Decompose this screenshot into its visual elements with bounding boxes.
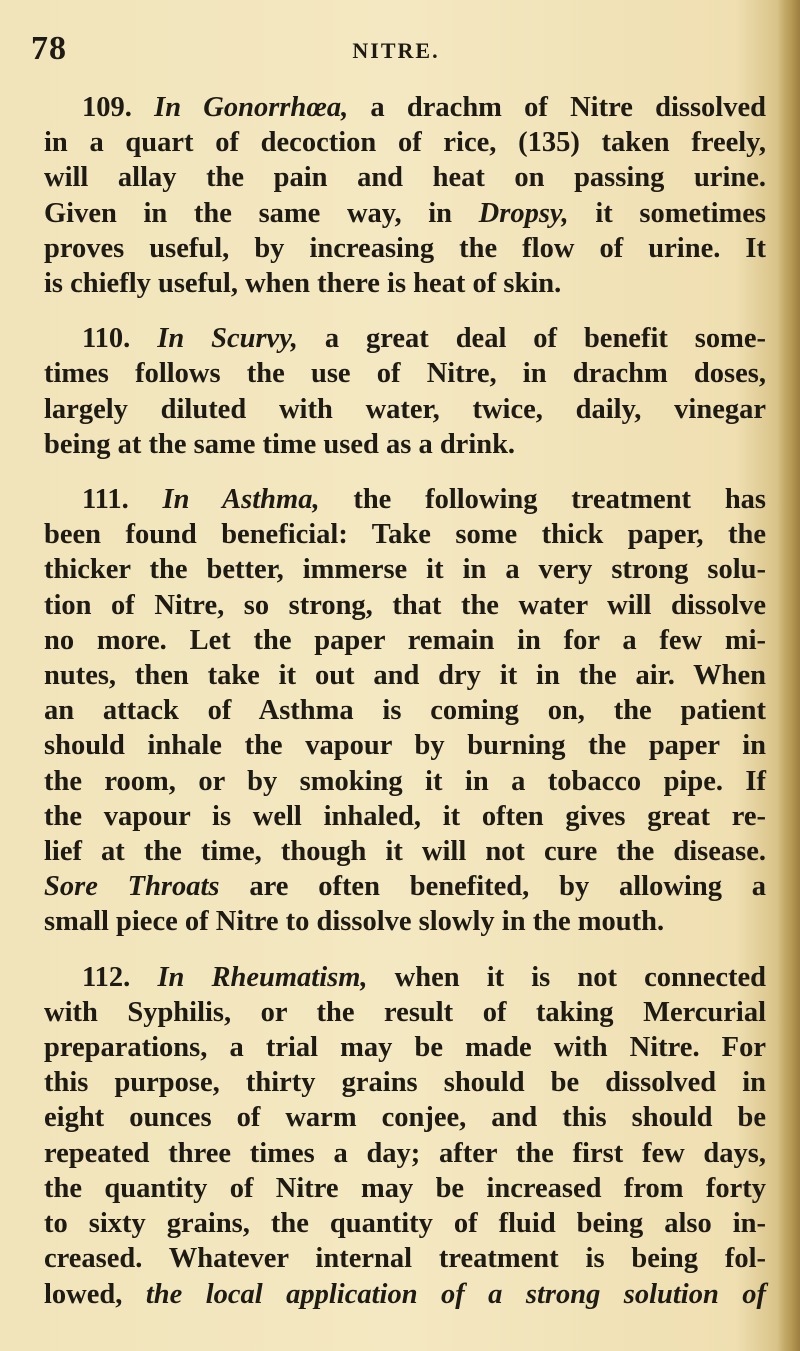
text-run: 110. bbox=[82, 323, 158, 355]
text-line bbox=[44, 1171, 766, 1206]
text-line bbox=[44, 588, 766, 623]
text-run: no more. Let the paper remain in for a few mi- bbox=[44, 624, 766, 656]
text-run: an attack of Asthma is coming on, the patient bbox=[44, 695, 766, 727]
text-run: small piece of Nitre to dissolve slowly in the mouth. bbox=[44, 906, 665, 938]
text-run: is chiefly useful, when there is heat of skin. bbox=[44, 268, 562, 300]
text-line bbox=[44, 834, 766, 869]
text-run: been found beneficial: Take some thick paper, the bbox=[44, 519, 766, 551]
text-run: in a quart of decoction of rice, (135) taken freely, bbox=[44, 127, 766, 159]
text-line bbox=[44, 1136, 766, 1171]
text-line bbox=[44, 1277, 766, 1312]
text-run: when it is not connected bbox=[367, 961, 766, 993]
text-run: lief at the time, though it will not cure the disease. bbox=[44, 836, 766, 868]
text-line bbox=[44, 1100, 766, 1135]
paragraph-111 bbox=[44, 482, 766, 940]
page-number: 78 bbox=[31, 30, 67, 67]
text-line bbox=[44, 1206, 766, 1241]
text-line bbox=[44, 904, 766, 939]
text-line bbox=[44, 764, 766, 799]
text-run: largely diluted with water, twice, daily, vinegar bbox=[44, 393, 766, 425]
text-line bbox=[44, 728, 766, 763]
text-run: Given in the same way, in bbox=[44, 197, 479, 229]
text-run: creased. Whatever internal treatment is being fol- bbox=[44, 1243, 766, 1275]
italic-term: the local application of a strong solution of bbox=[145, 1278, 767, 1310]
paragraph-109 bbox=[44, 90, 766, 301]
text-run: are often benefited, by allowing a bbox=[219, 871, 767, 903]
text-line bbox=[44, 231, 766, 266]
text-run: the room, or by smoking it in a tobacco pipe. If bbox=[44, 765, 766, 797]
text-run: the vapour is well inhaled, it often gives great re- bbox=[44, 800, 766, 832]
text-run: the following treatment has bbox=[319, 484, 767, 516]
text-line bbox=[44, 869, 766, 904]
text-run: 111. bbox=[82, 484, 163, 516]
page-header bbox=[31, 30, 761, 70]
text-run: 112. bbox=[82, 961, 158, 993]
text-run: it sometimes bbox=[568, 197, 766, 229]
text-run: nutes, then take it out and dry it in the air. When bbox=[44, 660, 766, 692]
text-line bbox=[44, 1241, 766, 1276]
body-text bbox=[44, 90, 766, 1332]
paragraph-110 bbox=[44, 321, 766, 462]
italic-term: In Scurvy, bbox=[157, 323, 298, 355]
text-line bbox=[44, 658, 766, 693]
text-run: this purpose, thirty grains should be dissolved in bbox=[44, 1067, 766, 1099]
text-run: eight ounces of warm conjee, and this should be bbox=[44, 1102, 766, 1134]
text-line bbox=[44, 517, 766, 552]
text-line bbox=[44, 1065, 766, 1100]
text-run: proves useful, by increasing the flow of urine. It bbox=[44, 232, 766, 264]
text-run: being at the same time used as a drink. bbox=[44, 428, 516, 460]
text-line bbox=[44, 995, 766, 1030]
text-line bbox=[44, 90, 766, 125]
running-head: NITRE. bbox=[352, 38, 440, 63]
text-run: the quantity of Nitre may be increased from forty bbox=[44, 1172, 766, 1204]
text-run: a drachm of Nitre dissolved bbox=[348, 92, 766, 123]
text-run: preparations, a trial may be made with Nitre. For bbox=[44, 1032, 766, 1064]
text-run: tion of Nitre, so strong, that the water will dissolve bbox=[44, 589, 766, 621]
text-run: with Syphilis, or the result of taking Mercurial bbox=[44, 996, 766, 1028]
text-run: a great deal of benefit some- bbox=[297, 323, 766, 355]
text-run: 109. bbox=[82, 92, 155, 123]
text-line bbox=[44, 960, 766, 995]
text-line bbox=[44, 799, 766, 834]
text-line bbox=[44, 356, 766, 391]
text-line bbox=[44, 552, 766, 587]
italic-term: In Asthma, bbox=[162, 484, 320, 516]
text-line bbox=[44, 482, 766, 517]
text-run: repeated three times a day; after the first few days, bbox=[44, 1137, 766, 1169]
text-line bbox=[44, 1030, 766, 1065]
text-run: to sixty grains, the quantity of fluid being also in- bbox=[44, 1208, 766, 1240]
text-line bbox=[44, 427, 766, 462]
text-line bbox=[44, 392, 766, 427]
italic-term: In Rheumatism, bbox=[157, 961, 368, 993]
page-edge-shadow bbox=[778, 0, 800, 1351]
text-line bbox=[44, 160, 766, 195]
text-run: will allay the pain and heat on passing urine. bbox=[44, 162, 766, 194]
text-line bbox=[44, 321, 766, 356]
text-line bbox=[44, 693, 766, 728]
text-run: times follows the use of Nitre, in drachm doses, bbox=[44, 358, 766, 390]
text-run: should inhale the vapour by burning the paper in bbox=[44, 730, 766, 762]
text-line bbox=[44, 623, 766, 658]
italic-term: In Gonorrhœa, bbox=[154, 92, 349, 123]
italic-term: Sore Throats bbox=[44, 871, 220, 903]
text-line bbox=[44, 196, 766, 231]
text-run: thicker the better, immerse it in a very strong solu- bbox=[44, 554, 766, 586]
paragraph-112 bbox=[44, 960, 766, 1312]
text-run: lowed, bbox=[44, 1278, 146, 1310]
text-line bbox=[44, 125, 766, 160]
text-line bbox=[44, 266, 766, 301]
italic-term: Dropsy, bbox=[478, 197, 569, 229]
